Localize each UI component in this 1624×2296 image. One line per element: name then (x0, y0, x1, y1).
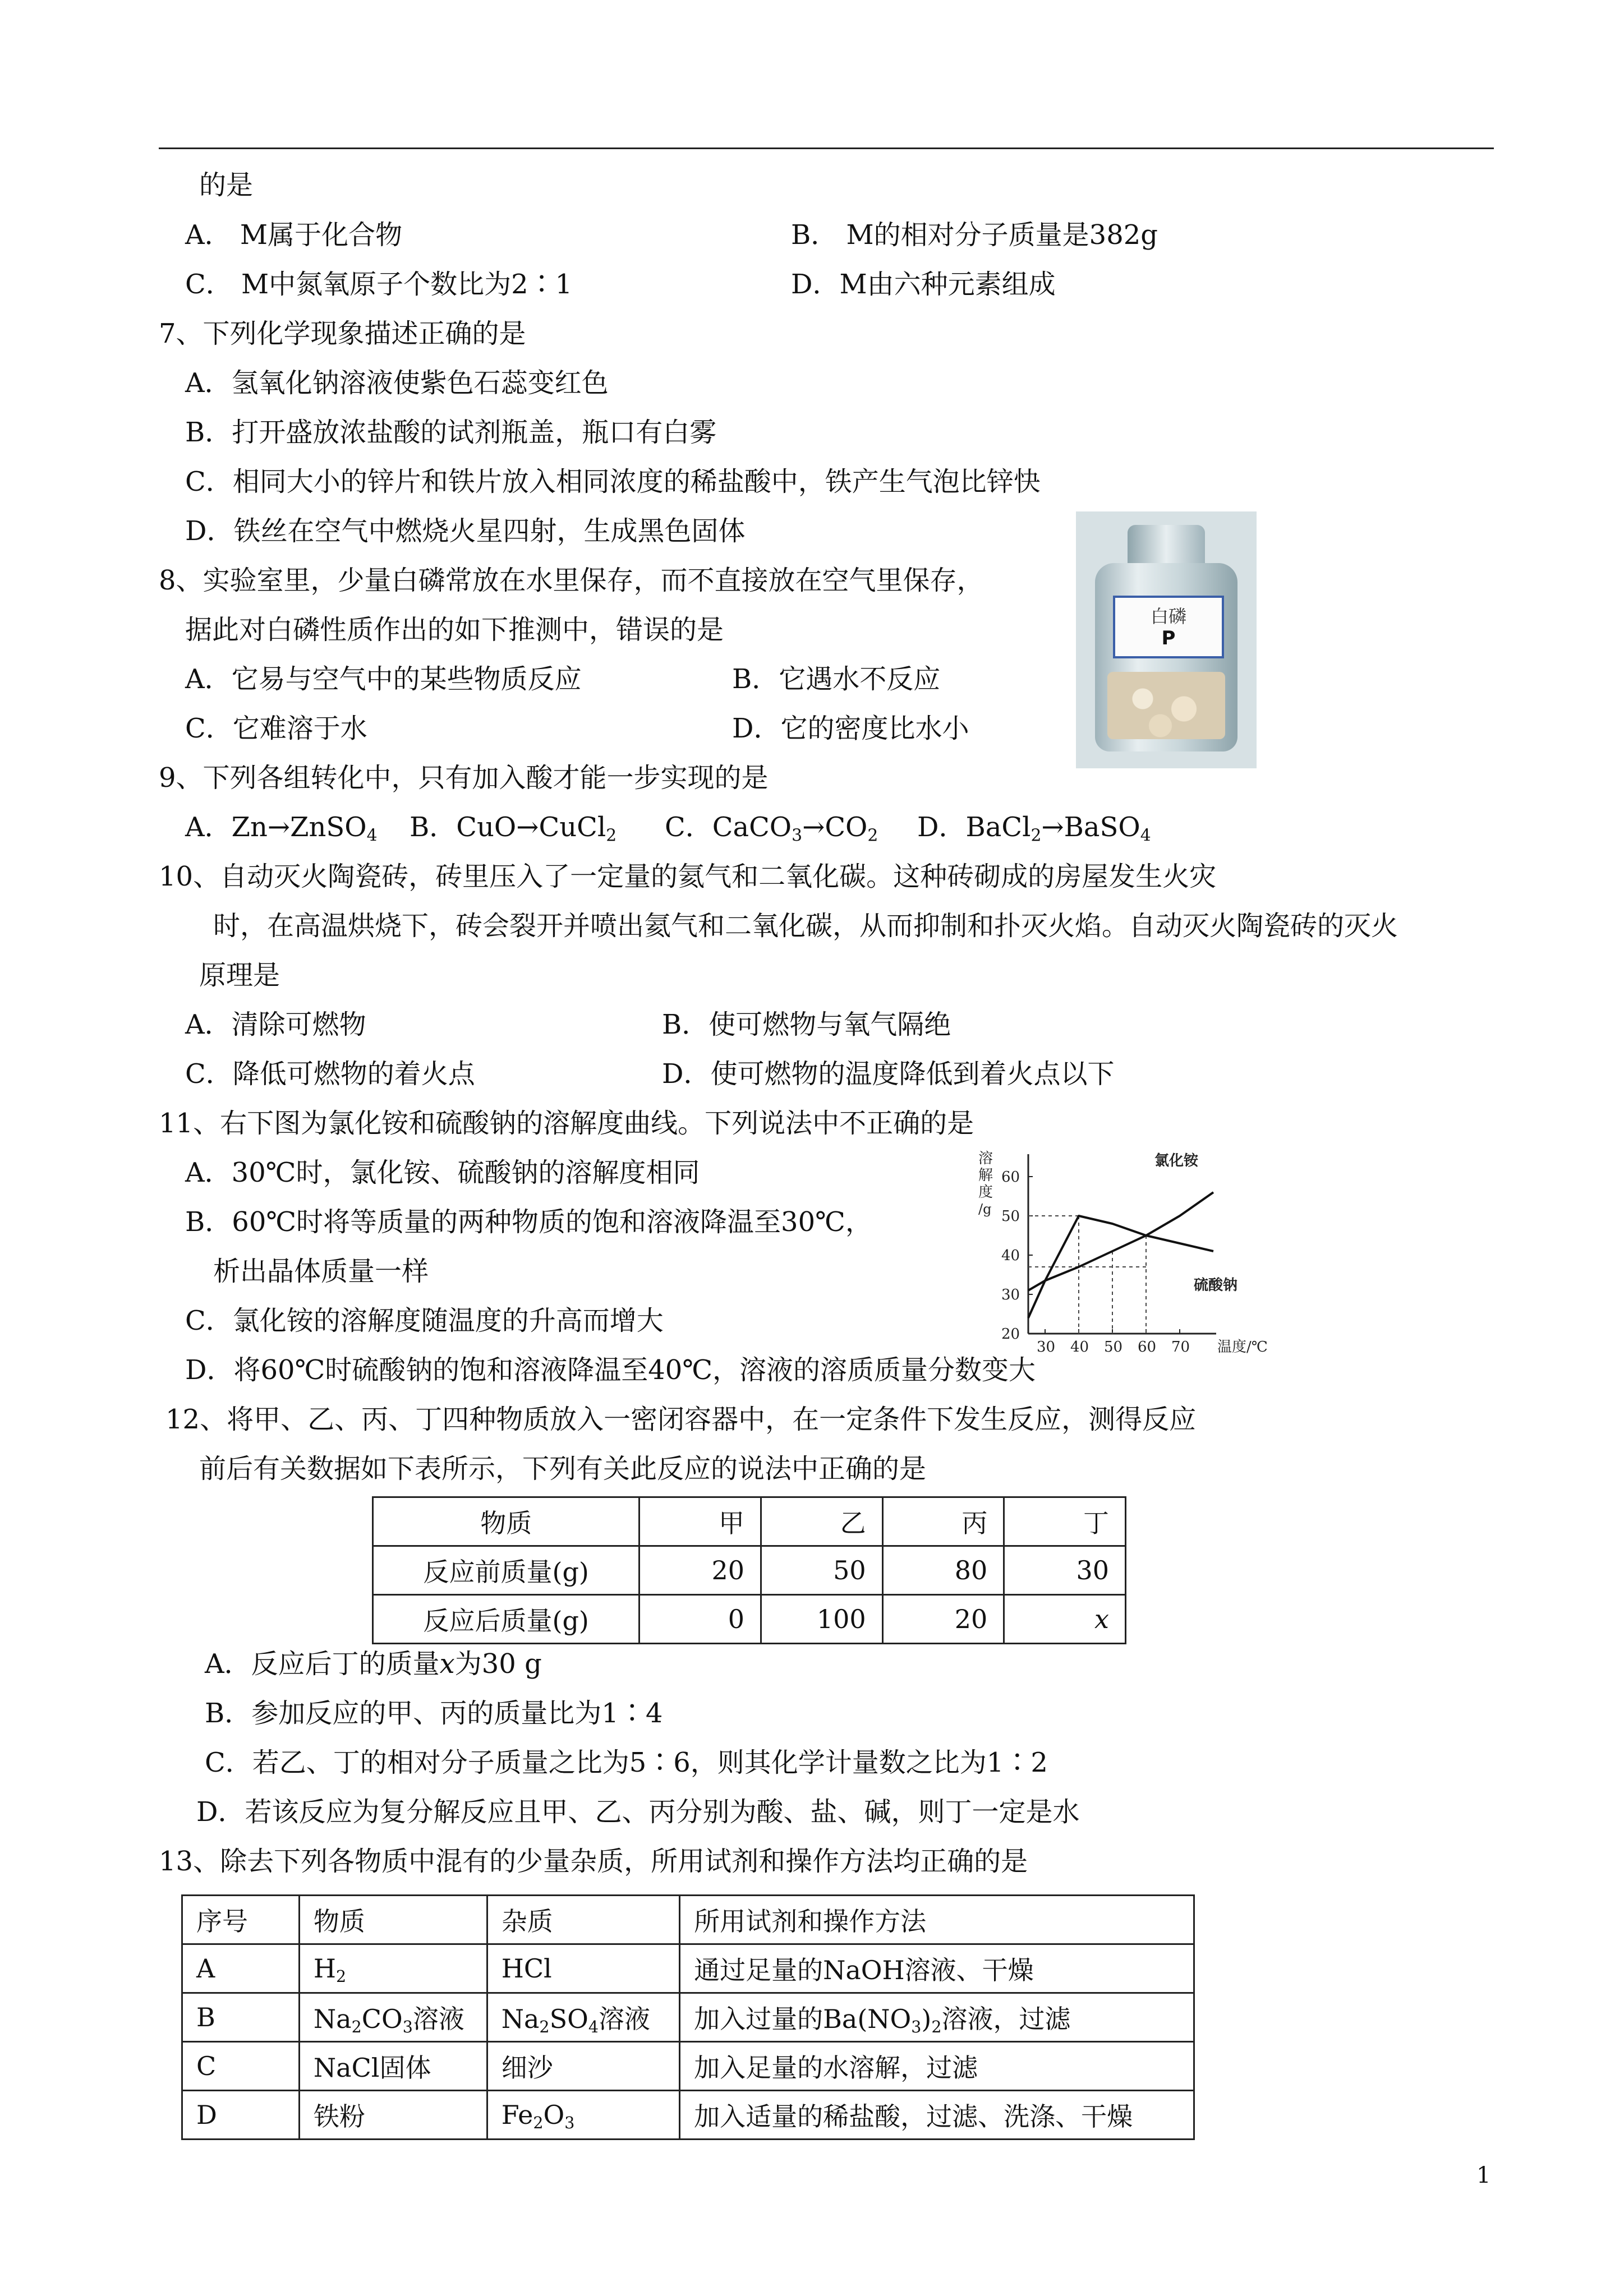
q9-option-d: D．BaCl$_2$→BaSO$_4$ (917, 812, 1151, 846)
table-row (182, 2042, 1194, 2091)
q9-stem: 9、下列各组转化中，只有加入酸才能一步实现的是 (159, 762, 769, 794)
y-tick-label: 50 (1001, 1208, 1020, 1225)
q12-stem-line2: 前后有关数据如下表所示，下列有关此反应的说法中正确的是 (199, 1453, 927, 1484)
y-axis-label-char: /g (978, 1201, 992, 1217)
table-header-cell: 物质 (299, 1896, 487, 1944)
q6-option-c: C． M中氮氧原子个数比为2∶1 (185, 269, 573, 300)
q10-option-d: D．使可燃物的温度降低到着火点以下 (662, 1058, 1115, 1090)
table-row (182, 1944, 1194, 1993)
q9-option-a: A．Zn→ZnSO$_4$ (185, 812, 378, 846)
q8-option-a: A．它易与空气中的某些物质反应 (185, 663, 582, 695)
series-line-ammonium-chloride (1028, 1192, 1213, 1290)
table-header-row (373, 1497, 1126, 1546)
table-row (373, 1546, 1126, 1595)
q7-option-b: B．打开盛放浓盐酸的试剂瓶盖，瓶口有白雾 (185, 417, 717, 448)
table-cell: 50 (761, 1546, 883, 1595)
table-cell: 铁粉 (299, 2091, 487, 2140)
q12-data-table (372, 1496, 1126, 1644)
table-cell: 细沙 (487, 2042, 679, 2091)
q8-option-d: D．它的密度比水小 (732, 713, 969, 744)
q11-stem: 11、右下图为氯化铵和硫酸钠的溶解度曲线。下列说法中不正确的是 (159, 1108, 974, 1139)
q12-option-d: D．若该反应为复分解反应且甲、乙、丙分别为酸、盐、碱，则丁一定是水 (196, 1796, 1080, 1828)
q9-option-b: B．CuO→CuCl$_2$ (410, 812, 617, 846)
q10-stem-line3: 原理是 (199, 960, 280, 991)
table-cell: 20 (882, 1595, 1004, 1644)
table-cell: $Fe_2O_3$ (487, 2091, 679, 2140)
q10-option-c: C．降低可燃物的着火点 (185, 1058, 475, 1090)
table-row (373, 1595, 1126, 1644)
q8-option-c: C．它难溶于水 (185, 713, 367, 744)
table-cell: 反应后质量(g) (373, 1595, 640, 1644)
table-cell: 30 (1004, 1546, 1126, 1595)
phosphorus-pieces (1107, 672, 1225, 739)
table-cell: HCl (487, 1944, 679, 1993)
table-cell: 加入适量的稀盐酸，过滤、洗涤、干燥 (680, 2091, 1194, 2140)
table-cell: 100 (761, 1595, 883, 1644)
table-cell: D (182, 2091, 300, 2140)
q6-stem-tail: 的是 (199, 169, 254, 201)
q8-stem-line2: 据此对白磷性质作出的如下推测中，错误的是 (185, 614, 724, 646)
jar-label (1113, 596, 1224, 658)
y-tick-label: 30 (1001, 1287, 1020, 1303)
table-header-row (182, 1896, 1194, 1944)
q6-option-d: D．M由六种元素组成 (791, 269, 1056, 300)
x-axis-label: 温度/℃ (1217, 1339, 1268, 1356)
table-cell: C (182, 2042, 300, 2091)
x-tick-label: 30 (1037, 1339, 1056, 1356)
q8-option-b: B．它遇水不反应 (732, 663, 941, 695)
q12-option-a: A．反应后丁的质量x为30 g (205, 1648, 542, 1680)
q7-option-c: C．相同大小的锌片和铁片放入相同浓度的稀盐酸中，铁产生气泡比锌快 (185, 466, 1041, 497)
table-header-cell: 序号 (182, 1896, 300, 1944)
q8-stem-line1: 8、实验室里，少量白磷常放在水里保存，而不直接放在空气里保存， (159, 565, 984, 596)
q10-option-b: B．使可燃物与氧气隔绝 (662, 1009, 951, 1040)
table-cell: x (1004, 1595, 1126, 1644)
x-tick-label: 50 (1104, 1339, 1123, 1356)
table-cell: NaCl固体 (299, 2042, 487, 2091)
q11-option-c: C．氯化铵的溶解度随温度的升高而增大 (185, 1305, 664, 1336)
table-header-cell: 丙 (882, 1497, 1004, 1546)
table-header-cell: 甲 (640, 1497, 761, 1546)
table-header-cell: 乙 (761, 1497, 883, 1546)
x-tick-label: 70 (1171, 1339, 1190, 1356)
q12-stem-line1: 12、将甲、乙、丙、丁四种物质放入一密闭容器中，在一定条件下发生反应，测得反应 (165, 1404, 1197, 1435)
x-tick-label: 60 (1138, 1339, 1157, 1356)
q7-option-a: A．氢氧化钠溶液使紫色石蕊变红色 (185, 367, 609, 399)
q7-stem: 7、下列化学现象描述正确的是 (159, 318, 526, 349)
q10-stem-line1: 10、自动灭火陶瓷砖，砖里压入了一定量的氦气和二氧化碳。这种砖砌成的房屋发生火灾 (159, 861, 1217, 892)
table-cell: $H_2$ (299, 1944, 487, 1993)
header-rule (159, 147, 1494, 149)
q12-option-c: C．若乙、丁的相对分子质量之比为5∶6，则其化学计量数之比为1∶2 (205, 1747, 1048, 1778)
jar-label-chinese: 白磷 (1150, 606, 1186, 627)
y-axis-label-char: 解 (978, 1167, 993, 1184)
table-cell: 20 (640, 1546, 761, 1595)
x-tick-label: 40 (1070, 1339, 1089, 1356)
q11-option-b-line1: B．60℃时将等质量的两种物质的饱和溶液降温至30℃， (185, 1206, 872, 1238)
q6-option-b: B． M的相对分子质量是382g (791, 219, 1158, 251)
table-header-cell: 丁 (1004, 1497, 1126, 1546)
q6-option-a: A． M属于化合物 (185, 219, 403, 251)
q11-option-d: D．将60℃时硫酸钠的饱和溶液降温至40℃，溶液的溶质质量分数变大 (185, 1354, 1036, 1386)
table-row (182, 1993, 1194, 2042)
solubility-curve-chart (975, 1132, 1278, 1362)
page-number: 1 (1476, 2163, 1491, 2188)
series-label-sodium-sulfate: 硫酸钠 (1194, 1277, 1238, 1294)
table-header-cell: 杂质 (487, 1896, 679, 1944)
table-header-cell: 所用试剂和操作方法 (680, 1896, 1194, 1944)
white-phosphorus-jar-photo (1076, 511, 1257, 768)
table-cell: B (182, 1993, 300, 2042)
table-cell: $Na_2CO_3$溶液 (299, 1993, 487, 2042)
q13-purification-table (181, 1894, 1195, 2140)
table-cell: $Na_2SO_4$溶液 (487, 1993, 679, 2042)
y-tick-label: 20 (1001, 1326, 1020, 1343)
q13-stem: 13、除去下列各物质中混有的少量杂质，所用试剂和操作方法均正确的是 (159, 1846, 1028, 1877)
table-cell: 加入过量的$Ba(NO_3)_2$溶液，过滤 (680, 1993, 1194, 2042)
q7-option-d: D．铁丝在空气中燃烧火星四射，生成黑色固体 (185, 515, 746, 547)
q12-option-b: B．参加反应的甲、丙的质量比为1∶4 (205, 1698, 663, 1729)
table-header-cell: 物质 (373, 1497, 640, 1546)
table-cell: 通过足量的NaOH溶液、干燥 (680, 1944, 1194, 1993)
q10-option-a: A．清除可燃物 (185, 1009, 366, 1040)
table-row (182, 2091, 1194, 2140)
series-label-ammonium-chloride: 氯化铵 (1154, 1152, 1199, 1169)
y-tick-label: 60 (1001, 1169, 1020, 1186)
table-cell: 加入足量的水溶解，过滤 (680, 2042, 1194, 2091)
table-cell: 80 (882, 1546, 1004, 1595)
table-cell: 0 (640, 1595, 761, 1644)
y-tick-label: 40 (1001, 1247, 1020, 1264)
q11-option-b-line2: 析出晶体质量一样 (213, 1256, 429, 1287)
y-axis-label-char: 溶 (978, 1150, 993, 1167)
jar-label-symbol: P (1161, 627, 1176, 649)
q11-option-a: A．30℃时，氯化铵、硫酸钠的溶解度相同 (185, 1157, 700, 1188)
y-axis-label-char: 度 (978, 1184, 993, 1201)
table-cell: 反应前质量(g) (373, 1546, 640, 1595)
q9-option-c: C．$CaCO_3\to CO_2$ (665, 812, 878, 846)
q10-stem-line2: 时，在高温烘烧下，砖会裂开并喷出氦气和二氧化碳，从而抑制和扑灭火焰。自动灭火陶瓷砖的灭火 (213, 910, 1398, 942)
table-cell: A (182, 1944, 300, 1993)
